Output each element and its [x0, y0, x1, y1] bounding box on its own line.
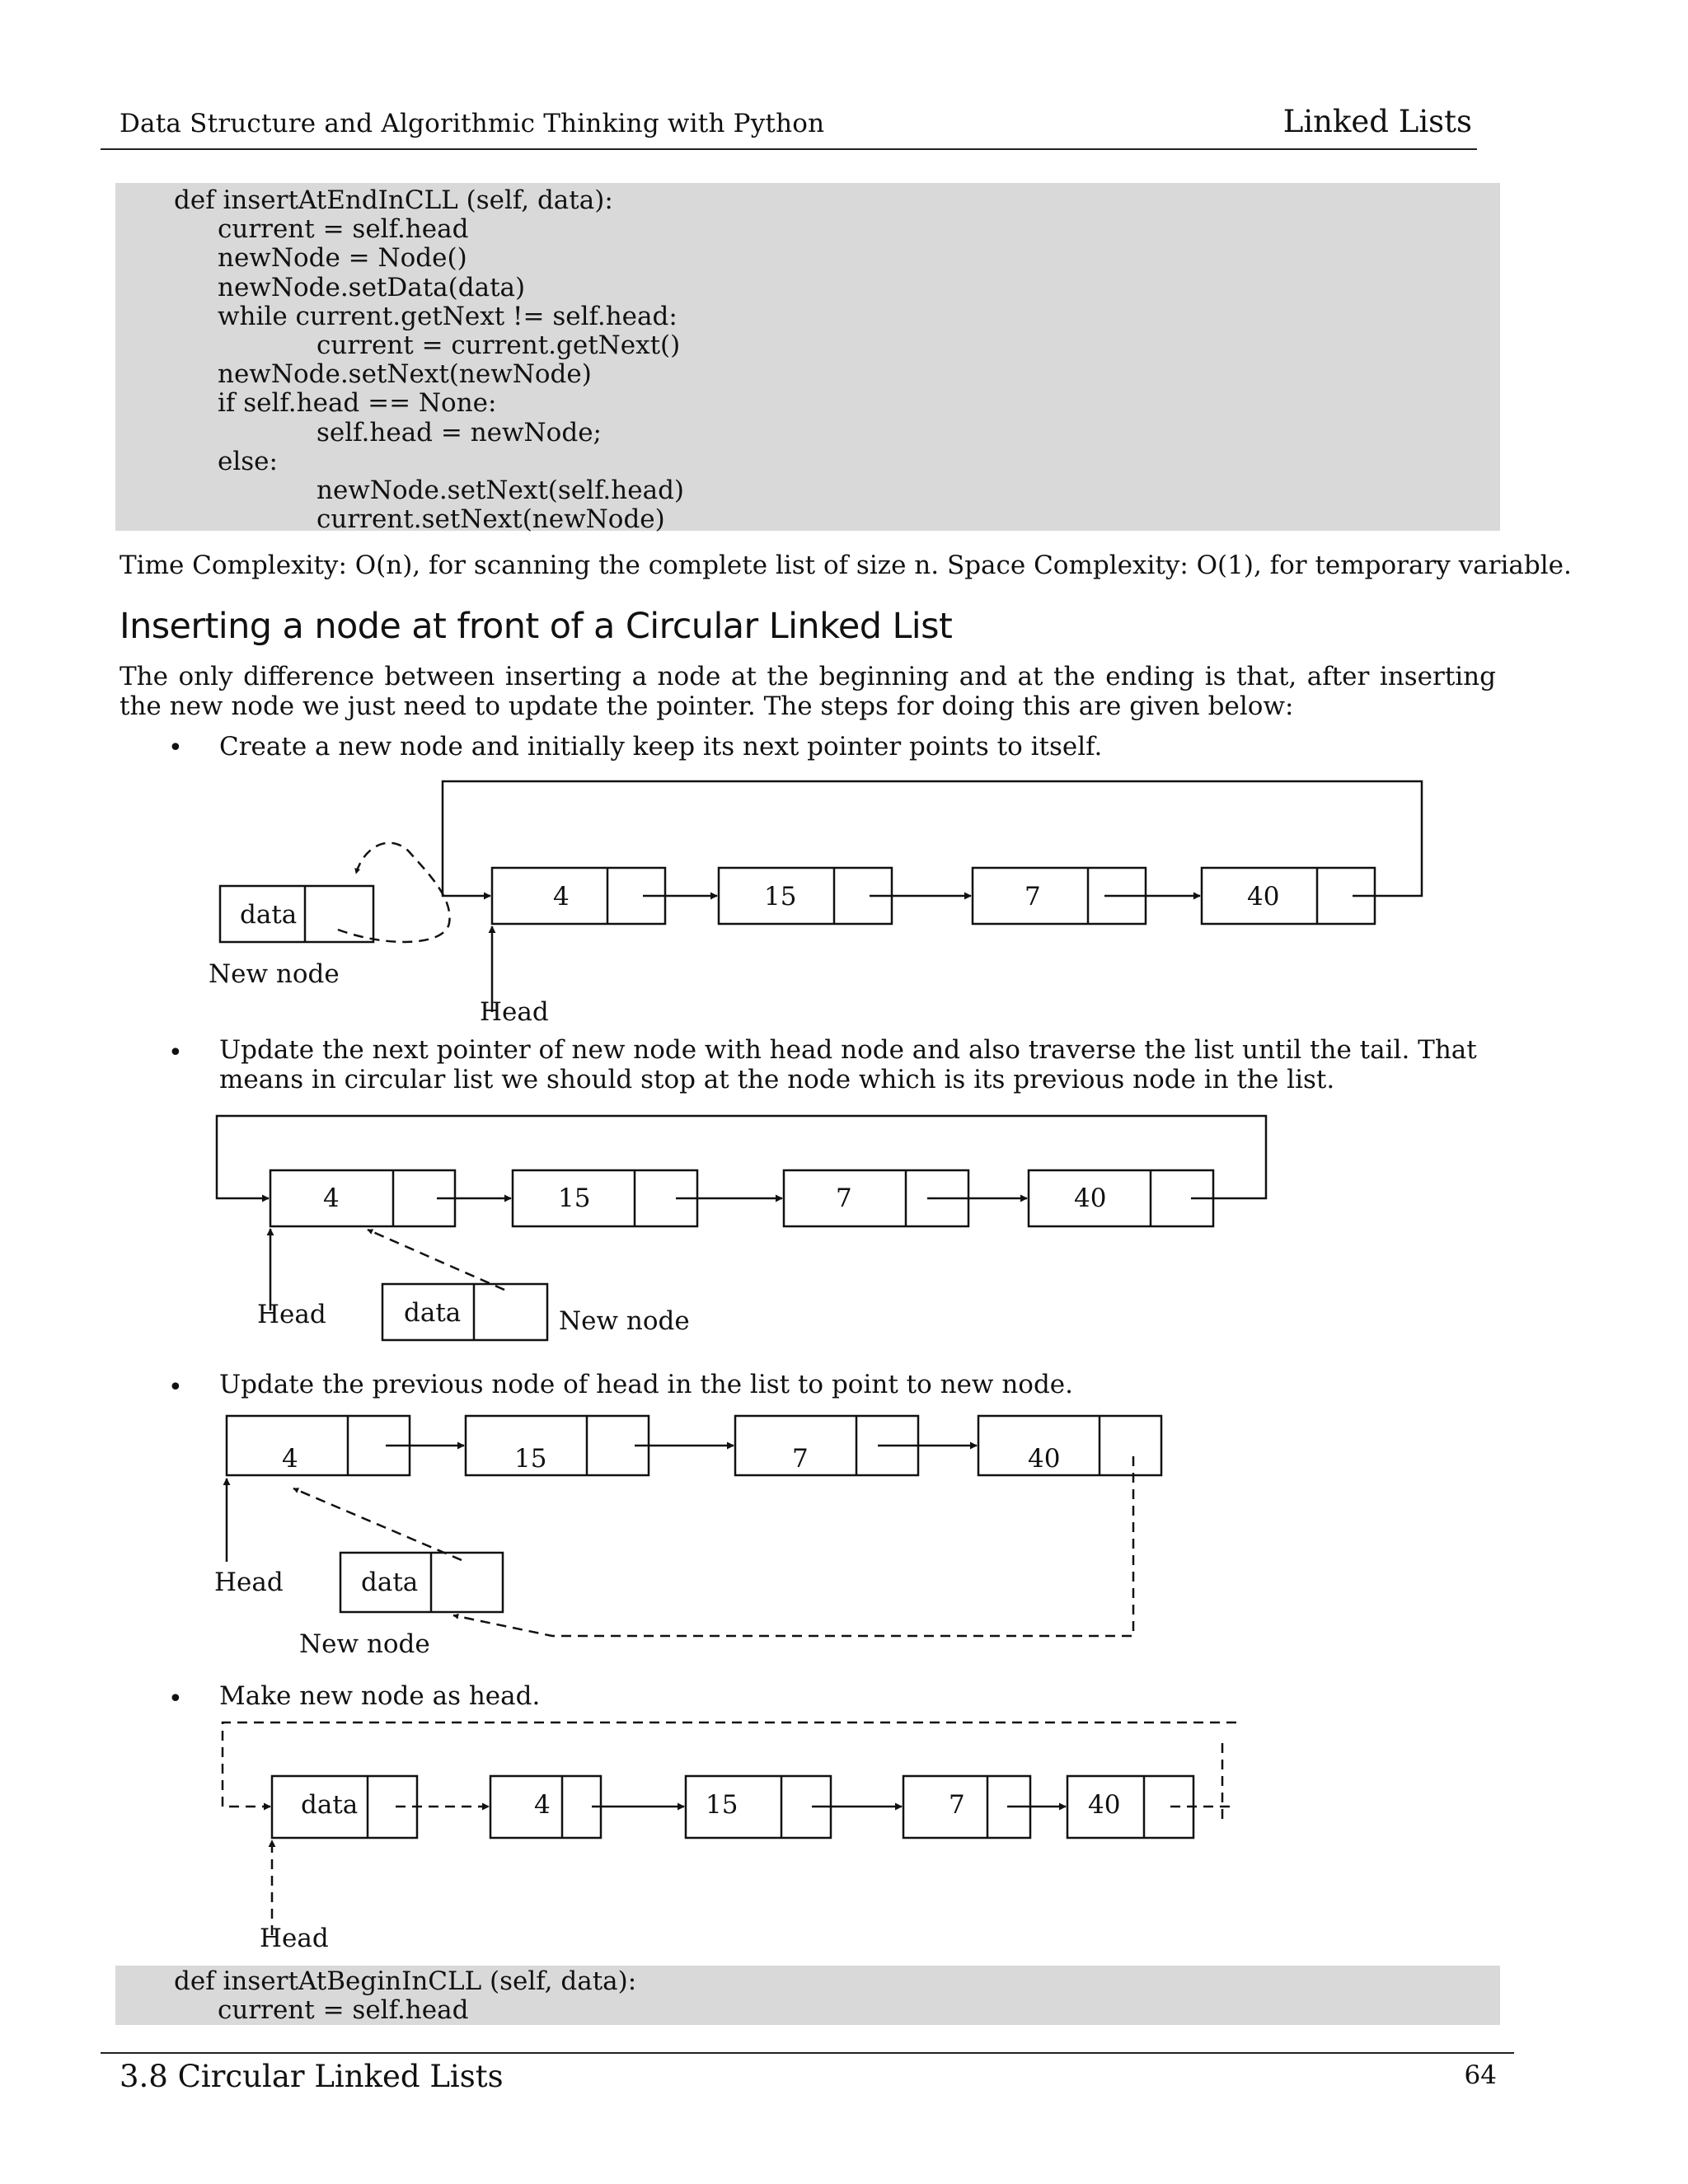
list-node: [1202, 868, 1375, 924]
section-intro: The only difference between inserting a node at the beginning and at the ending is that, after inserting the new node we just need to update the pointer. The steps for doing this are given below:: [120, 662, 1496, 721]
head-label: Head: [214, 1568, 284, 1597]
head-label: Head: [260, 1924, 329, 1953]
node-value: 7: [836, 1183, 852, 1213]
node-value: 40: [1074, 1183, 1107, 1213]
head-label: Head: [257, 1300, 326, 1329]
code-line: current = self.head: [218, 214, 469, 245]
circular-link: [217, 1116, 1266, 1198]
diagram-step-1: [0, 766, 1688, 1027]
code-line: current = self.head: [218, 1995, 469, 2026]
node-value: 4: [323, 1183, 340, 1213]
code-line: newNode = Node(): [218, 243, 467, 274]
code-line: def insertAtEndInCLL (self, data):: [174, 185, 613, 215]
code-line: newNode.setData(data): [218, 272, 526, 302]
node-value: 7: [949, 1790, 965, 1820]
node-value: 4: [282, 1444, 298, 1474]
code-line: newNode.setNext(self.head): [316, 475, 685, 505]
bullet-marker: •: [168, 1685, 183, 1713]
list-node: [227, 1416, 410, 1475]
bullet-step-2: Update the next pointer of new node with head node and also traverse the list until the tail. That means in circular list we should stop at the node which is its previous node in the list.: [219, 1035, 1477, 1094]
tail-to-new-pointer: [453, 1456, 1133, 1636]
running-header-book-title: Data Structure and Algorithmic Thinking with Python: [120, 109, 825, 138]
running-header-chapter: Linked Lists: [1282, 104, 1472, 139]
new-node-label: New node: [209, 959, 340, 989]
code-block-insert-at-end: [115, 183, 1500, 535]
code-line: current.setNext(newNode): [316, 504, 665, 535]
new-node-pointer: [293, 1488, 462, 1560]
node-value: 15: [514, 1444, 547, 1474]
new-node-value: data: [404, 1298, 462, 1328]
section-title: Inserting a node at front of a Circular Linked List: [120, 606, 953, 647]
code-line: else:: [218, 446, 278, 476]
self-pointer: [338, 843, 450, 942]
diagram-step-3: [0, 1401, 1688, 1659]
node-value: 15: [558, 1183, 591, 1213]
new-node-value: data: [240, 900, 298, 930]
bullet-marker: •: [168, 733, 183, 762]
complexity-note: Time Complexity: O(n), for scanning the complete list of size n. Space Complexity: O(1), for temporary variable.: [120, 551, 1572, 580]
code-line: while current.getNext != self.head:: [218, 301, 678, 331]
code-line: def insertAtBeginInCLL (self, data):: [174, 1966, 637, 1996]
bullet-step-4: Make new node as head.: [219, 1681, 541, 1711]
list-node: [270, 1170, 455, 1226]
header-rule: [101, 148, 1477, 150]
head-label: Head: [480, 997, 549, 1027]
node-value: 15: [706, 1790, 738, 1820]
new-node-label: New node: [299, 1629, 430, 1659]
footer-section-name: 3.8 Circular Linked Lists: [120, 2059, 504, 2094]
bullet-step-3: Update the previous node of head in the list to point to new node.: [219, 1370, 1073, 1399]
diagram-step-4: [0, 1706, 1688, 1953]
list-node: [978, 1416, 1161, 1475]
bullet-step-1: Create a new node and initially keep its next pointer points to itself.: [219, 732, 1103, 762]
node-value: 40: [1247, 882, 1280, 912]
node-value: 7: [1025, 882, 1041, 912]
list-node: [719, 868, 892, 924]
list-node: [1029, 1170, 1213, 1226]
code-line: current = current.getNext(): [316, 330, 681, 360]
bullet-marker: •: [168, 1373, 183, 1402]
circular-link: [443, 781, 1422, 896]
page-number: 64: [1464, 2060, 1497, 2090]
new-node-pointer: [368, 1230, 504, 1290]
new-node-label: New node: [559, 1306, 690, 1336]
code-line: newNode.setNext(newNode): [218, 359, 592, 390]
node-value: 15: [764, 882, 797, 912]
new-node-value: data: [301, 1790, 359, 1820]
bullet-marker: •: [168, 1038, 183, 1067]
node-value: 40: [1028, 1444, 1061, 1474]
node-value: 7: [792, 1444, 809, 1474]
new-node-value: data: [361, 1568, 419, 1597]
list-node: [492, 868, 665, 924]
list-node: [466, 1416, 649, 1475]
code-block-insert-at-begin: [115, 1966, 1500, 2025]
list-node: [513, 1170, 697, 1226]
footer-rule: [101, 2052, 1514, 2054]
node-value: 4: [553, 882, 570, 912]
code-line: if self.head == None:: [218, 388, 497, 419]
node-value: 4: [534, 1790, 551, 1820]
code-line: self.head = newNode;: [316, 417, 602, 448]
diagram-step-2: [0, 1104, 1688, 1352]
node-value: 40: [1088, 1790, 1121, 1820]
